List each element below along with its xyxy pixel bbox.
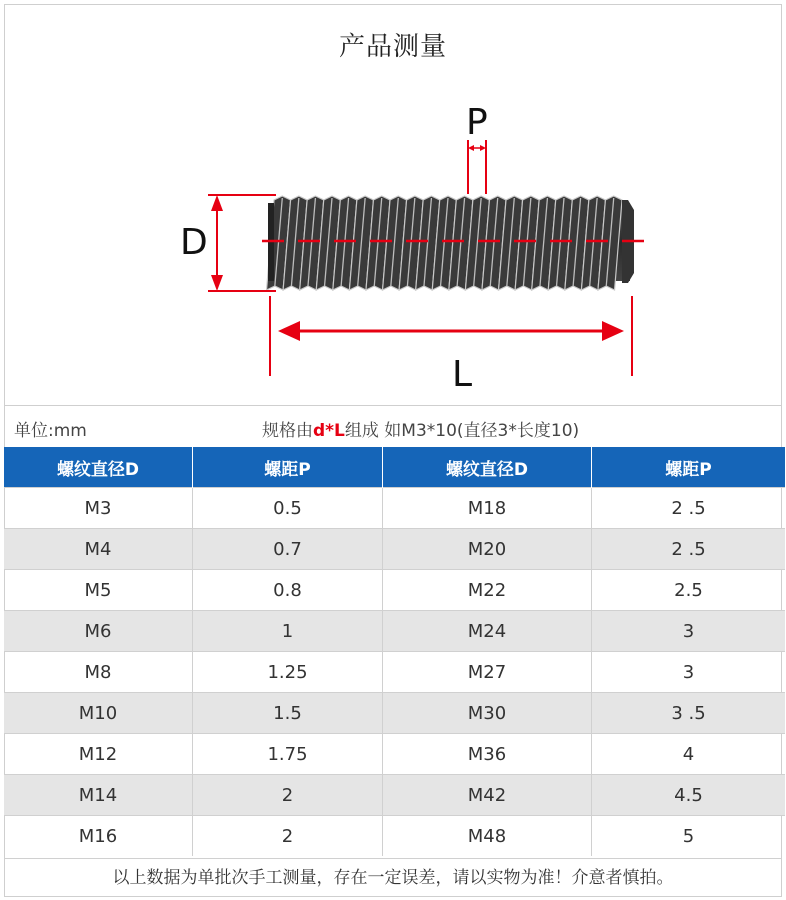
spec-note-suffix: 组成 如M3*10(直径3*长度10) [344,421,580,441]
cell-pitch: 0.7 [193,529,383,570]
cell-diameter: M12 [4,734,193,775]
cell-diameter: M22 [383,570,592,611]
header-thread-diameter: 螺纹直径D [383,447,592,488]
length-dimension [270,296,632,376]
cell-pitch: 4.5 [592,775,786,816]
spec-note [262,416,579,441]
cell-diameter: M6 [4,611,193,652]
cell-diameter: M20 [383,529,592,570]
unit-label: 单位:mm [14,421,87,441]
screw-diagram [0,90,786,390]
cell-diameter: M4 [4,529,193,570]
cell-diameter: M8 [4,652,193,693]
table-row [4,488,785,529]
table-header-row [4,447,785,488]
diameter-label: D [180,222,208,263]
pitch-dimension [468,140,486,194]
cell-diameter: M24 [383,611,592,652]
cell-pitch: 3 [592,611,786,652]
table-row [4,611,785,652]
cell-pitch: 4 [592,734,786,775]
cell-pitch: 3 [592,652,786,693]
cell-pitch: 0.8 [193,570,383,611]
spec-table [4,447,785,856]
cell-diameter: M27 [383,652,592,693]
spec-note-prefix: 规格由 [262,421,313,441]
cell-pitch: 2 .5 [592,488,786,529]
header-pitch: 螺距P [193,447,383,488]
length-label: L [452,354,473,390]
cell-diameter: M3 [4,488,193,529]
cell-pitch: 1.25 [193,652,383,693]
cell-pitch: 2.5 [592,570,786,611]
disclaimer-footer: 以上数据为单批次手工测量，存在一定误差，请以实物为准！介意者慎拍。 [4,858,782,897]
cell-pitch: 2 [193,775,383,816]
cell-diameter: M5 [4,570,193,611]
spec-note-highlight: d*L [313,421,345,441]
cell-diameter: M42 [383,775,592,816]
table-row [4,816,785,857]
header-pitch: 螺距P [592,447,786,488]
cell-diameter: M10 [4,693,193,734]
table-row [4,693,785,734]
cell-pitch: 1.75 [193,734,383,775]
cell-diameter: M16 [4,816,193,857]
cell-pitch: 0.5 [193,488,383,529]
cell-diameter: M18 [383,488,592,529]
cell-pitch: 2 [193,816,383,857]
page-title: 产品测量 [338,32,447,62]
cell-pitch: 1.5 [193,693,383,734]
cell-pitch: 3 .5 [592,693,786,734]
info-row [4,405,782,447]
threaded-rod [267,196,634,290]
cell-diameter: M30 [383,693,592,734]
cell-diameter: M36 [383,734,592,775]
table-row [4,734,785,775]
cell-pitch: 1 [193,611,383,652]
header-thread-diameter: 螺纹直径D [4,447,193,488]
table-row [4,529,785,570]
cell-diameter: M48 [383,816,592,857]
cell-pitch: 2 .5 [592,529,786,570]
cell-diameter: M14 [4,775,193,816]
pitch-label: P [466,102,488,143]
table-row [4,652,785,693]
table-row [4,775,785,816]
diameter-dimension [208,195,276,291]
cell-pitch: 5 [592,816,786,857]
table-row [4,570,785,611]
